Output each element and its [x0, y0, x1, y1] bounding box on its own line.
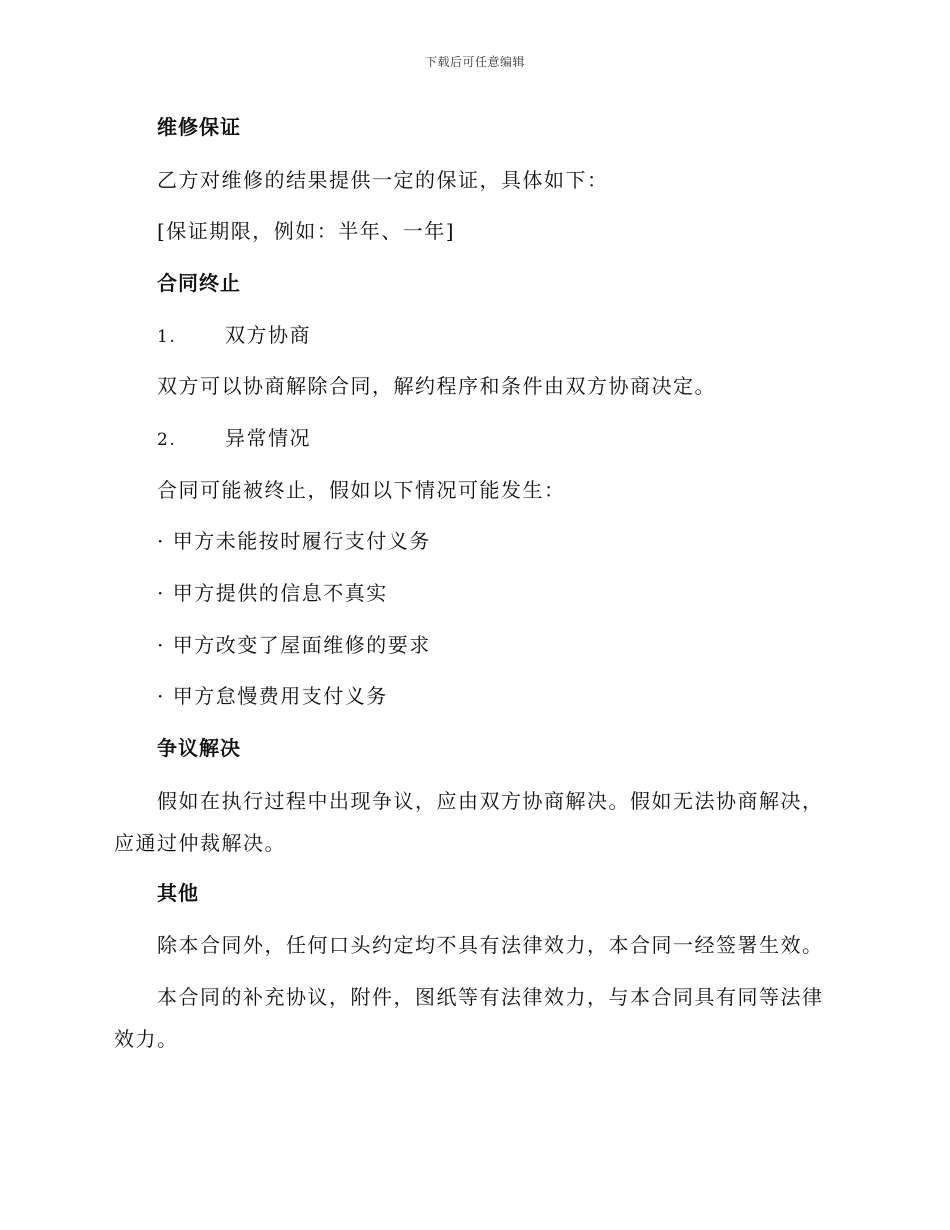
item-title: 双方协商 — [225, 323, 311, 347]
section-heading-dispute: 争议解决 — [157, 736, 241, 760]
item-number: 1. — [157, 327, 177, 347]
section-heading-termination: 合同终止 — [157, 271, 241, 295]
other-paragraph-1: 除本合同外，任何口头约定均不具有法律效力，本合同一经签署生效。 — [157, 933, 824, 957]
section-heading-warranty: 维修保证 — [157, 115, 241, 139]
other-paragraph-2: 本合同的补充协议，附件，图纸等有法律效力，与本合同具有同等法律效力。 — [114, 985, 824, 1051]
bullet-item: · 甲方未能按时履行支付义务 — [157, 529, 431, 553]
warranty-period: [保证期限，例如：半年、一年] — [157, 219, 456, 243]
bullet-item: · 甲方怠慢费用支付义务 — [157, 684, 388, 708]
warranty-intro: 乙方对维修的结果提供一定的保证，具体如下： — [157, 168, 609, 192]
termination-item-1-text: 双方可以协商解除合同，解约程序和条件由双方协商决定。 — [157, 374, 716, 398]
bullet-item: · 甲方提供的信息不真实 — [157, 581, 388, 605]
item-title: 异常情况 — [225, 426, 311, 450]
page-header: 下载后可任意编辑 — [424, 55, 525, 69]
item-number: 2. — [157, 430, 177, 450]
section-heading-other: 其他 — [157, 881, 199, 905]
termination-item-1 — [157, 321, 311, 351]
termination-item-2 — [157, 424, 311, 454]
bullet-item: · 甲方改变了屋面维修的要求 — [157, 633, 431, 657]
dispute-paragraph: 假如在执行过程中出现争议，应由双方协商解决。假如无法协商解决，应通过仲裁解决。 — [114, 789, 824, 855]
termination-item-2-text: 合同可能被终止，假如以下情况可能发生： — [157, 478, 566, 502]
